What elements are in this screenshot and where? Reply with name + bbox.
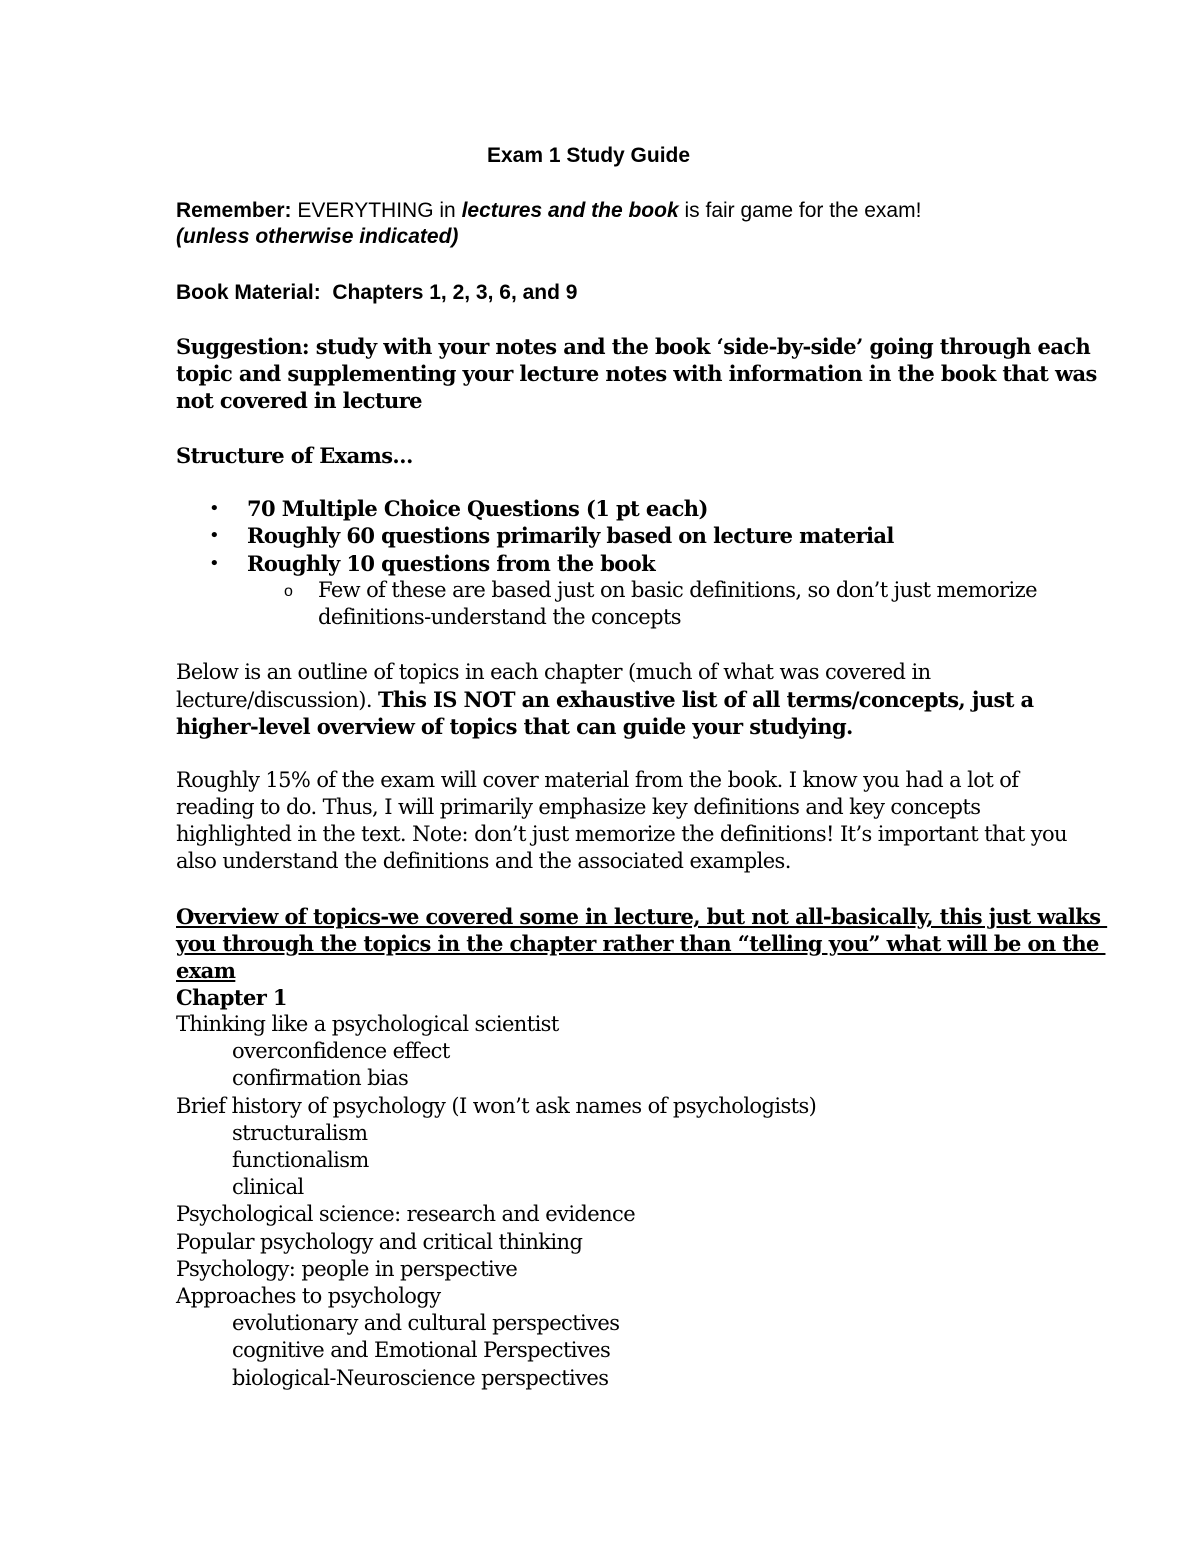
roughly-para-line-4: also understand the definitions and the associated examples. xyxy=(176,849,791,873)
chapter-topic: Psychological science: research and evidence xyxy=(176,1202,636,1226)
bullet-dot: • xyxy=(209,498,220,519)
remember-emphasis: lectures and the book xyxy=(461,199,679,222)
bullet-item: Roughly 10 questions from the book xyxy=(247,551,656,576)
structure-heading: Structure of Exams… xyxy=(176,443,413,468)
bullet-item: 70 Multiple Choice Questions (1 pt each) xyxy=(247,496,708,521)
chapter-subtopic: biological-Neuroscience perspectives xyxy=(232,1366,609,1390)
chapter-subtopic: evolutionary and cultural perspectives xyxy=(232,1311,620,1335)
book-material: Book Material: Chapters 1, 2, 3, 6, and 9 xyxy=(176,281,578,304)
overview-heading-line-1: Overview of topics-we covered some in lecture, but not all-basically, this just walks xyxy=(176,904,1108,929)
chapter-subtopic: overconfidence effect xyxy=(232,1039,450,1063)
chapter-topic: Approaches to psychology xyxy=(176,1284,441,1308)
remember-rest: is fair game for the exam! xyxy=(684,199,922,222)
roughly-para-line-1: Roughly 15% of the exam will cover material from the book. I know you had a lot of xyxy=(176,768,1019,792)
chapter-heading: Chapter 1 xyxy=(176,985,287,1010)
chapter-subtopic: clinical xyxy=(232,1175,304,1199)
overview-heading-line-2: you through the topics in the chapter rather than “telling you” what will be on the xyxy=(176,931,1106,956)
bullet-item: Roughly 60 questions primarily based on lecture material xyxy=(247,523,894,548)
outline-para-line-3: higher-level overview of topics that can guide your studying. xyxy=(176,714,853,739)
sub-bullet-circle: o xyxy=(284,583,293,600)
bullet-dot: • xyxy=(209,553,220,574)
remember-note: (unless otherwise indicated) xyxy=(176,225,459,248)
remember-line xyxy=(176,197,921,224)
chapter-topic: Psychology: people in perspective xyxy=(176,1257,518,1281)
outline-bold: This IS NOT an exhaustive list of all terms/concepts, just a xyxy=(378,687,1034,712)
sub-bullet-line-1: Few of these are based just on basic definitions, so don’t just memorize xyxy=(318,578,1037,602)
chapter-subtopic: structuralism xyxy=(232,1121,368,1145)
roughly-para-line-2: reading to do. Thus, I will primarily emphasize key definitions and key concepts xyxy=(176,795,981,819)
chapter-topic: Thinking like a psychological scientist xyxy=(176,1012,559,1036)
outline-plain: lecture/discussion). xyxy=(176,688,372,712)
chapter-subtopic: functionalism xyxy=(232,1148,369,1172)
suggestion-line-1: Suggestion: study with your notes and the book ‘side-by-side’ going through each xyxy=(176,334,1091,359)
bullet-dot: • xyxy=(209,525,220,546)
remember-label: Remember: xyxy=(176,199,292,222)
remember-everything: EVERYTHING xyxy=(297,199,434,222)
chapter-topic: Brief history of psychology (I won’t ask names of psychologists) xyxy=(176,1094,817,1118)
sub-bullet-line-2: definitions-understand the concepts xyxy=(318,605,681,629)
chapter-subtopic: cognitive and Emotional Perspectives xyxy=(232,1338,611,1362)
remember-in: in xyxy=(439,199,456,222)
page-title: Exam 1 Study Guide xyxy=(487,144,691,167)
outline-para-line-1: Below is an outline of topics in each chapter (much of what was covered in xyxy=(176,660,931,684)
overview-heading-line-3: exam xyxy=(176,958,236,983)
roughly-para-line-3: highlighted in the text. Note: don’t just memorize the definitions! It’s important that you xyxy=(176,822,1067,846)
suggestion-line-2: topic and supplementing your lecture notes with information in the book that was xyxy=(176,361,1097,386)
suggestion-line-3: not covered in lecture xyxy=(176,388,422,413)
chapter-topic: Popular psychology and critical thinking xyxy=(176,1230,583,1254)
outline-para-line-2 xyxy=(176,686,1034,714)
chapter-subtopic: confirmation bias xyxy=(232,1066,409,1090)
